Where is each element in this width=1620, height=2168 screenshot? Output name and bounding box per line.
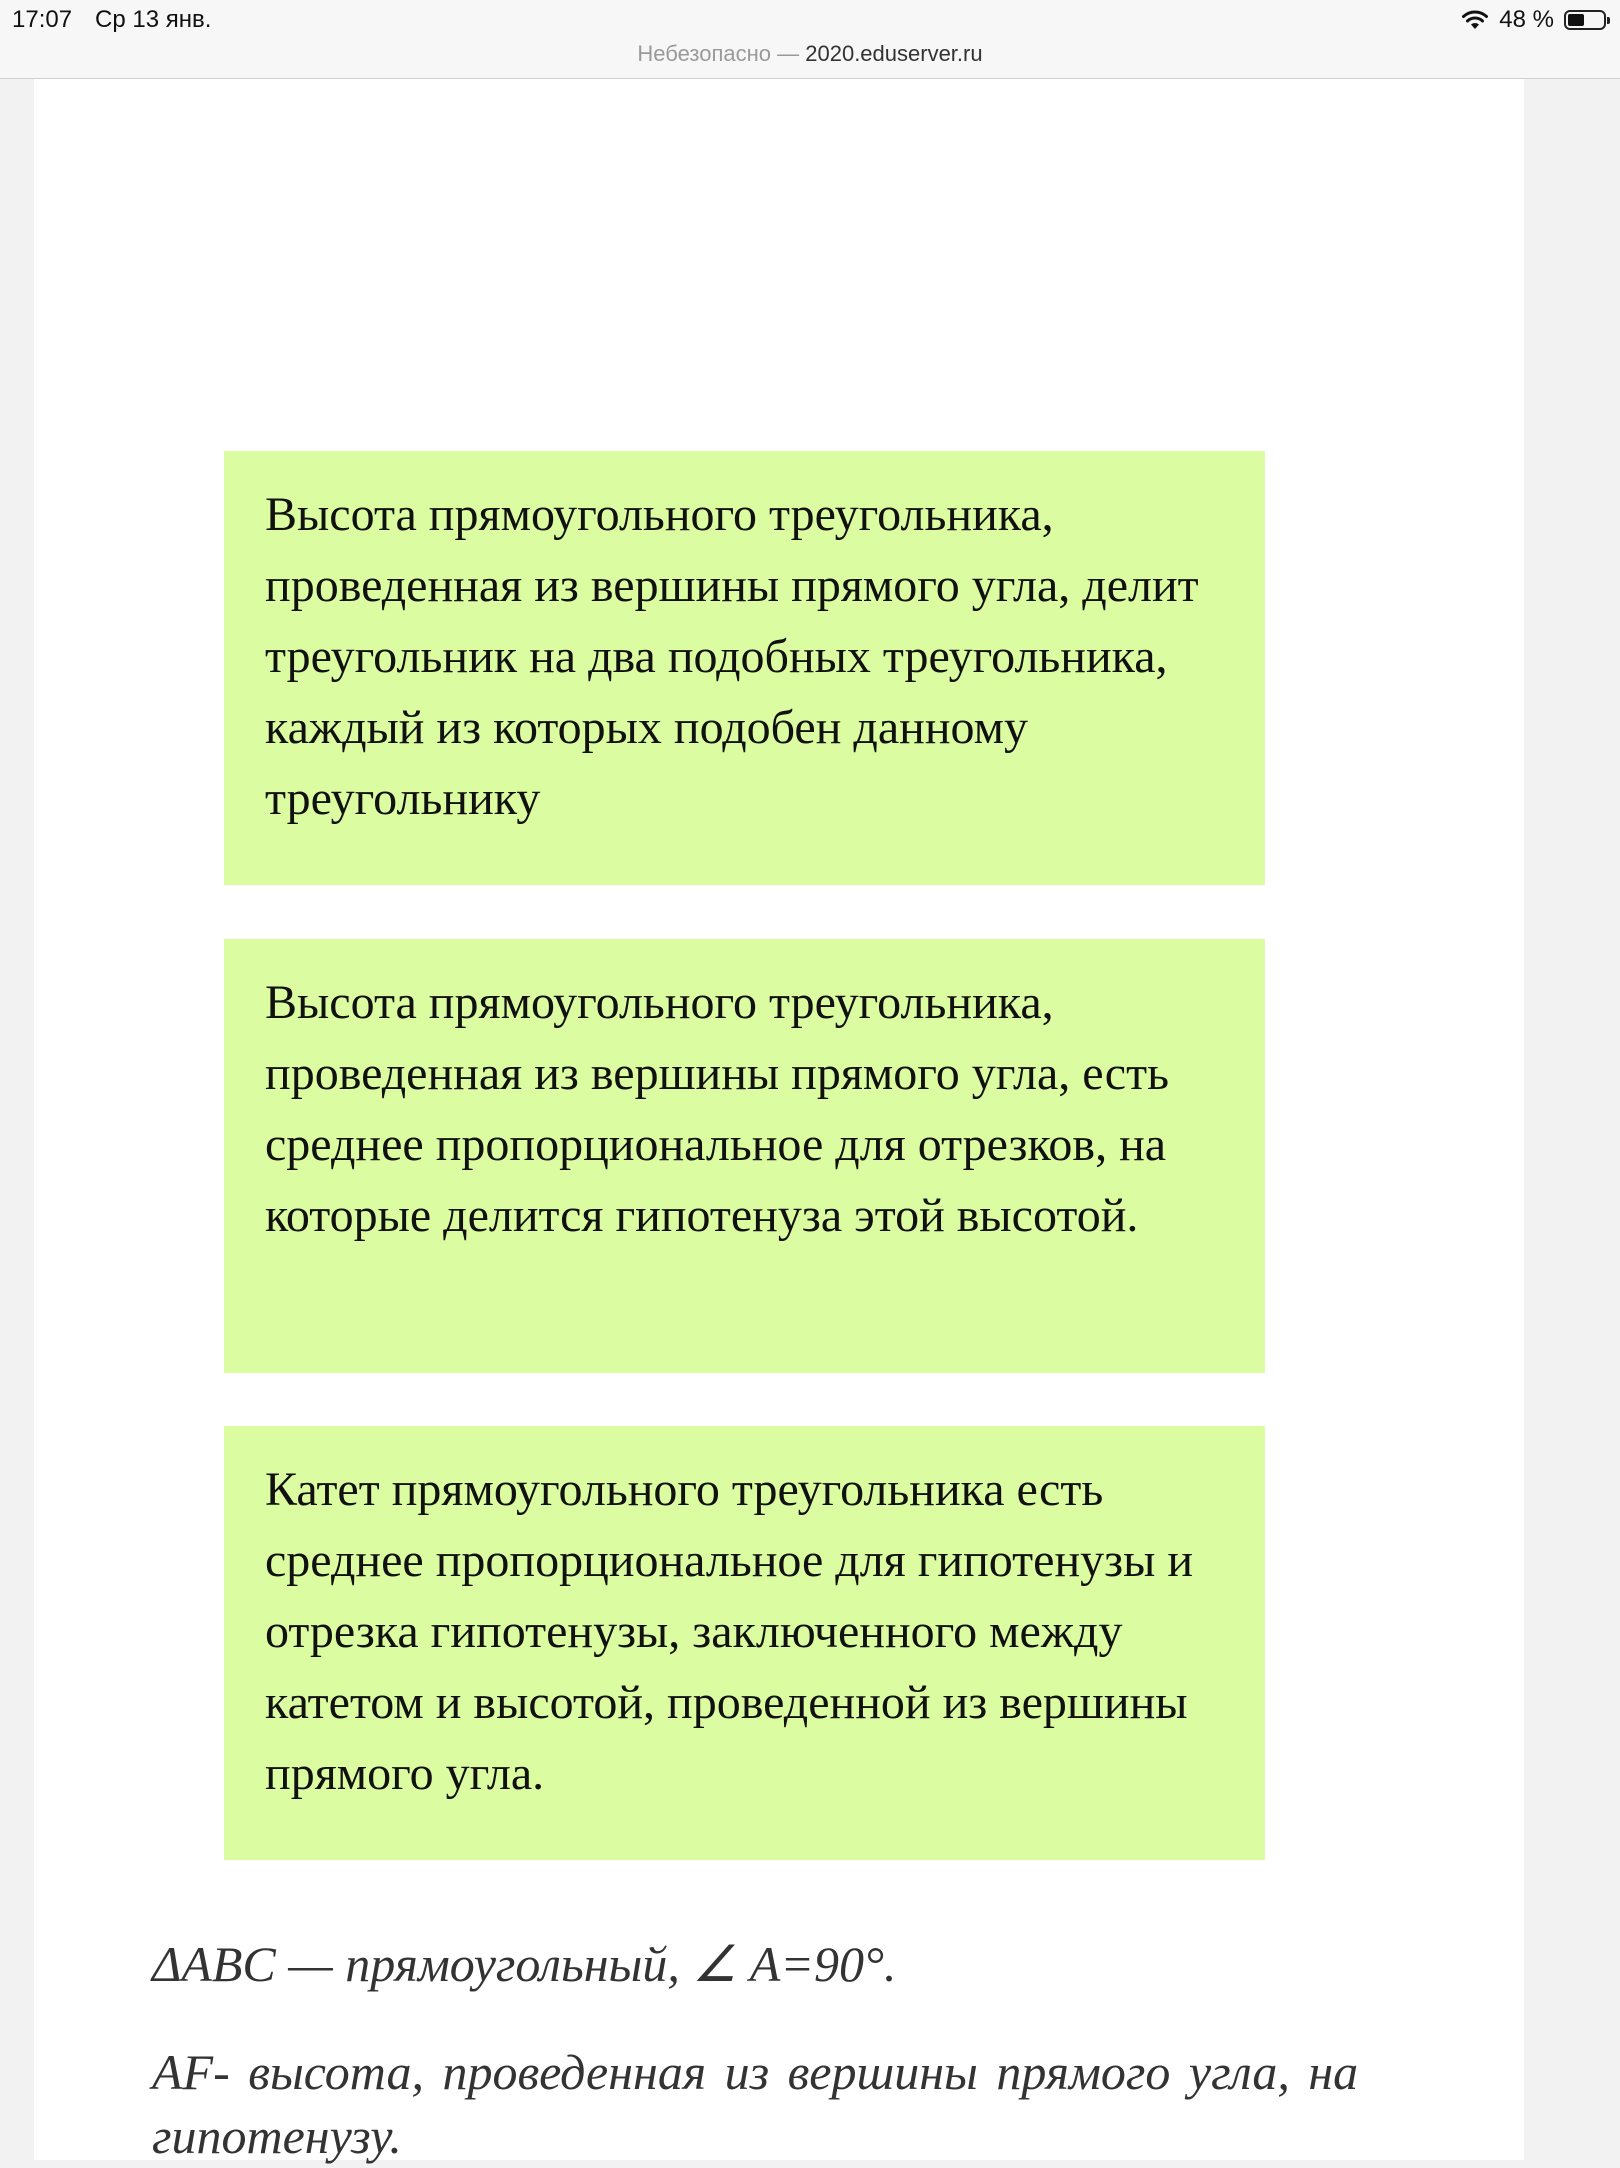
battery-icon — [1564, 10, 1606, 30]
wifi-icon — [1461, 9, 1489, 31]
altitude-statement: AF- высота, проведенная из вершины прямого угла, на гипотенузу. — [152, 2044, 1359, 2164]
address-insecure-label: Небезопасно — [637, 41, 771, 66]
theorem-box: Высота прямоугольного треугольника, проведенная из вершины прямого угла, есть среднее пропорциональное для отрезков, на которые делится гипотенуза этой высотой. — [224, 939, 1265, 1373]
status-indicators — [1461, 6, 1606, 34]
battery-percent: 48 % — [1499, 6, 1554, 33]
theorem-box: Катет прямоугольного треугольника есть среднее пропорциональное для гипотенузы и отрезка гипотенузы, заключенного между катетом и высотой, проведенной из вершины прямого угла. — [224, 1426, 1265, 1860]
address-bar[interactable] — [0, 40, 1620, 79]
address-domain: 2020.eduserver.ru — [805, 41, 983, 66]
theorem-box: Высота прямоугольного треугольника, проведенная из вершины прямого угла, делит треугольник на два подобных треугольника, каждый из которых подобен данному треугольнику — [224, 451, 1265, 885]
status-date: Ср 13 янв. — [95, 6, 212, 33]
battery-tip — [1607, 17, 1610, 24]
battery-fill — [1568, 14, 1584, 26]
triangle-statement: ΔABC — прямоугольный, ∠ A=90°. — [152, 1936, 897, 1992]
status-time: 17:07 — [12, 6, 73, 33]
address-separator: — — [777, 41, 800, 66]
status-bar — [0, 0, 1620, 40]
